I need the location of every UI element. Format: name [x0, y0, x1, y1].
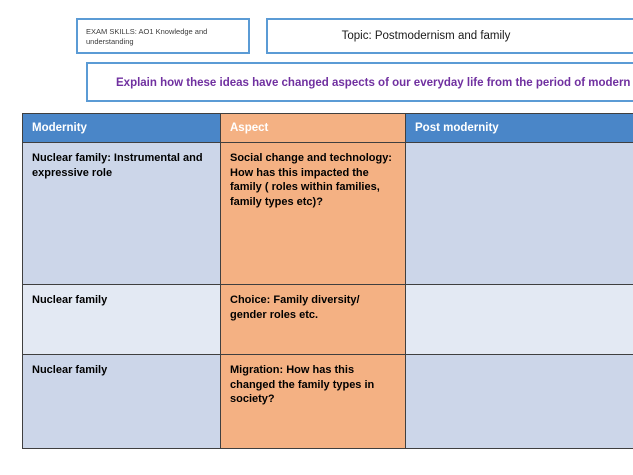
cell-modernity-3[interactable]: Nuclear family — [23, 355, 221, 449]
topic-label: Topic: Postmodernism and family — [341, 30, 511, 42]
column-header-aspect: Aspect — [221, 114, 406, 143]
table-row — [23, 355, 633, 449]
exam-skills-label: EXAM SKILLS: AO1 Knowledge and understanding — [86, 27, 208, 46]
cell-aspect-1[interactable]: Social change and technology: How has this impacted the family ( roles within families, family types etc)? — [221, 143, 406, 285]
cell-aspect-2[interactable]: Choice: Family diversity/ gender roles etc. — [221, 285, 406, 355]
topic-box — [266, 18, 633, 54]
table-header-row — [23, 114, 633, 143]
cell-post-modernity-2[interactable] — [406, 285, 633, 355]
exam-skills-box — [76, 18, 250, 54]
cell-modernity-2[interactable]: Nuclear family — [23, 285, 221, 355]
instruction-label: Explain how these ideas have changed aspects of our everyday life from the period of modern — [116, 77, 631, 89]
cell-aspect-3[interactable]: Migration: How has this changed the family types in society? — [221, 355, 406, 449]
column-header-modernity: Modernity — [23, 114, 221, 143]
table-row — [23, 143, 633, 285]
cell-post-modernity-1[interactable] — [406, 143, 633, 285]
comparison-table — [22, 113, 633, 449]
cell-post-modernity-3[interactable] — [406, 355, 633, 449]
cell-modernity-1[interactable]: Nuclear family: Instrumental and expressive role — [23, 143, 221, 285]
instruction-box — [86, 62, 633, 102]
table-row — [23, 285, 633, 355]
column-header-post-modernity: Post modernity — [406, 114, 633, 143]
